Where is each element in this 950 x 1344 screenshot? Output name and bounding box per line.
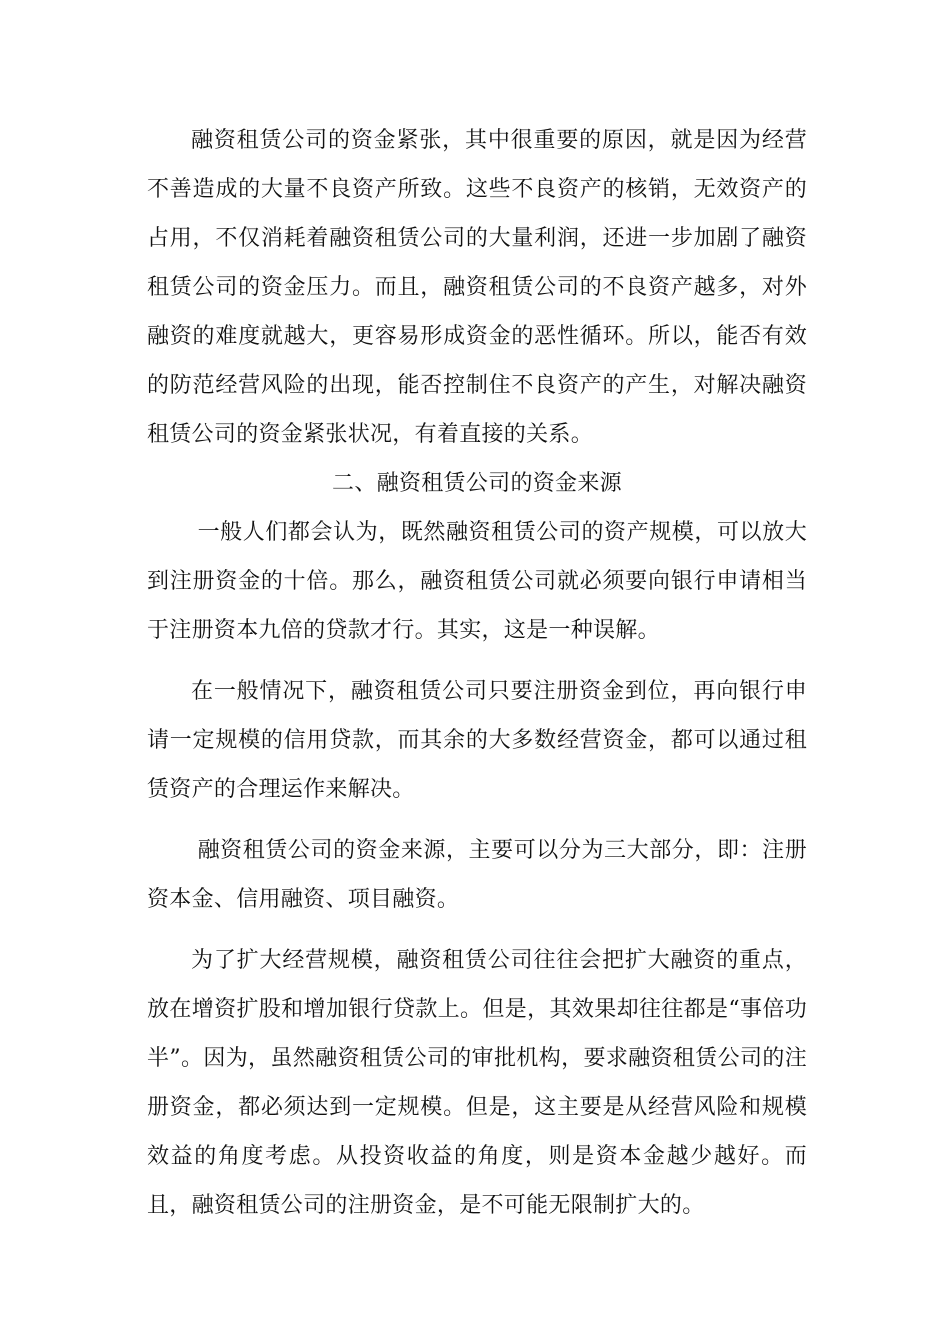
paragraph-5: 为了扩大经营规模，融资租赁公司往往会把扩大融资的重点，放在增资扩股和增加银行贷款上。但是，其效果却往往都是“事倍功半”。因为，虽然融资租赁公司的审批机构，要求融资租赁公司的注册资金，都必须达到一定规模。但是，这主要是从经营风险和规模效益的角度考虑。从投资收益的角度，则是资本金越少越好。而且，融资租赁公司的注册资金，是不可能无限制扩大的。 bbox=[147, 948, 807, 1218]
paragraph-1: 融资租赁公司的资金紧张，其中很重要的原因，就是因为经营不善造成的大量不良资产所致。这些不良资产的核销，无效资产的占用，不仅消耗着融资租赁公司的大量利润，还进一步加剧了融资租赁公司的资金压力。而且，融资租赁公司的不良资产越多，对外融资的难度就越大，更容易形成资金的恶性循环。所以，能否有效的防范经营风险的出现，能否控制住不良资产的产生，对解决融资租赁公司的资金紧张状况，有着直接的关系。 bbox=[147, 128, 807, 447]
paragraph-2: 一般人们都会认为，既然融资租赁公司的资产规模，可以放大到注册资金的十倍。那么，融资租赁公司就必须要向银行申请相当于注册资本九倍的贷款才行。其实，这是一种误解。 bbox=[147, 520, 807, 643]
paragraph-3: 在一般情况下，融资租赁公司只要注册资金到位，再向银行申请一定规模的信用贷款，而其余的大多数经营资金，都可以通过租赁资产的合理运作来解决。 bbox=[147, 679, 807, 802]
paragraph-4: 融资租赁公司的资金来源，主要可以分为三大部分，即：注册资本金、信用融资、项目融资。 bbox=[147, 838, 807, 912]
document-body bbox=[147, 116, 807, 1230]
section-heading: 二、融资租赁公司的资金来源 bbox=[332, 471, 622, 496]
